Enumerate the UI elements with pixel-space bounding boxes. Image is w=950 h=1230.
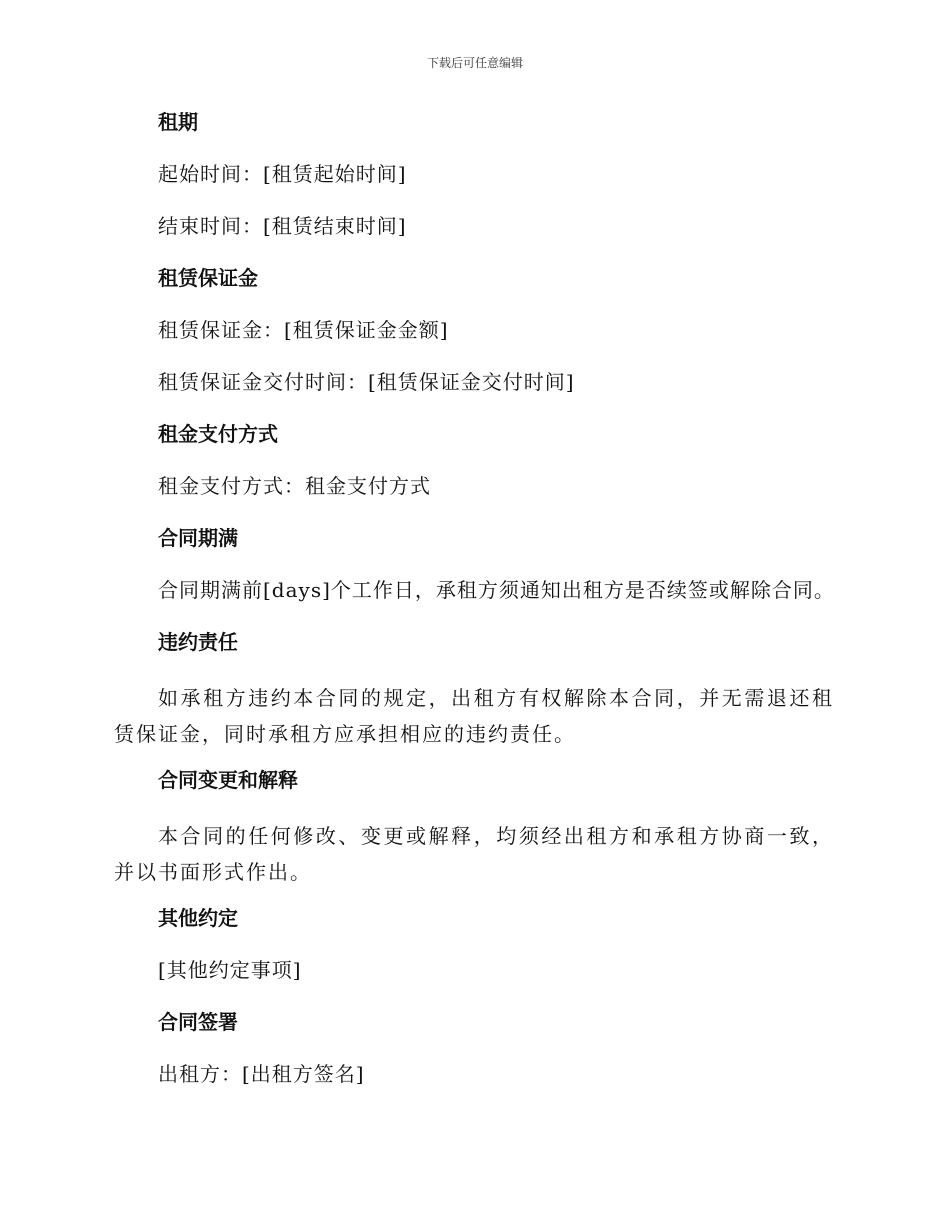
document-body [114,108,834,1112]
section-heading-rent-payment: 租金支付方式 [158,422,278,446]
section-heading-lease-term: 租期 [158,110,198,134]
modification-paragraph: 本合同的任何修改、变更或解释，均须经出租方和承租方协商一致，并以书面形式作出。 [114,824,834,884]
lessor-signature-line: 出租方：[出租方签名] [158,1062,365,1086]
section-heading-deposit: 租赁保证金 [158,266,258,290]
expiry-text-line: 合同期满前[days]个工作日，承租方须通知出租方是否续签或解除合同。 [158,578,835,602]
breach-paragraph: 如承租方违约本合同的规定，出租方有权解除本合同，并无需退还租赁保证金，同时承租方应承担相应的违约责任。 [114,686,834,746]
other-agreements-line: [其他约定事项] [158,958,302,982]
section-heading-other: 其他约定 [158,906,238,930]
lease-end-line: 结束时间：[租赁结束时间] [158,214,407,238]
section-heading-expiry: 合同期满 [158,526,238,550]
lease-start-line: 起始时间：[租赁起始时间] [158,162,407,186]
section-heading-modification: 合同变更和解释 [158,768,298,792]
rent-payment-method-line: 租金支付方式：租金支付方式 [158,474,431,498]
section-heading-breach: 违约责任 [158,630,238,654]
page-header: 下载后可任意编辑 [426,56,523,70]
section-heading-signing: 合同签署 [158,1010,238,1034]
deposit-amount-line: 租赁保证金：[租赁保证金金额] [158,318,449,342]
deposit-payment-time-line: 租赁保证金交付时间：[租赁保证金交付时间] [158,370,575,394]
